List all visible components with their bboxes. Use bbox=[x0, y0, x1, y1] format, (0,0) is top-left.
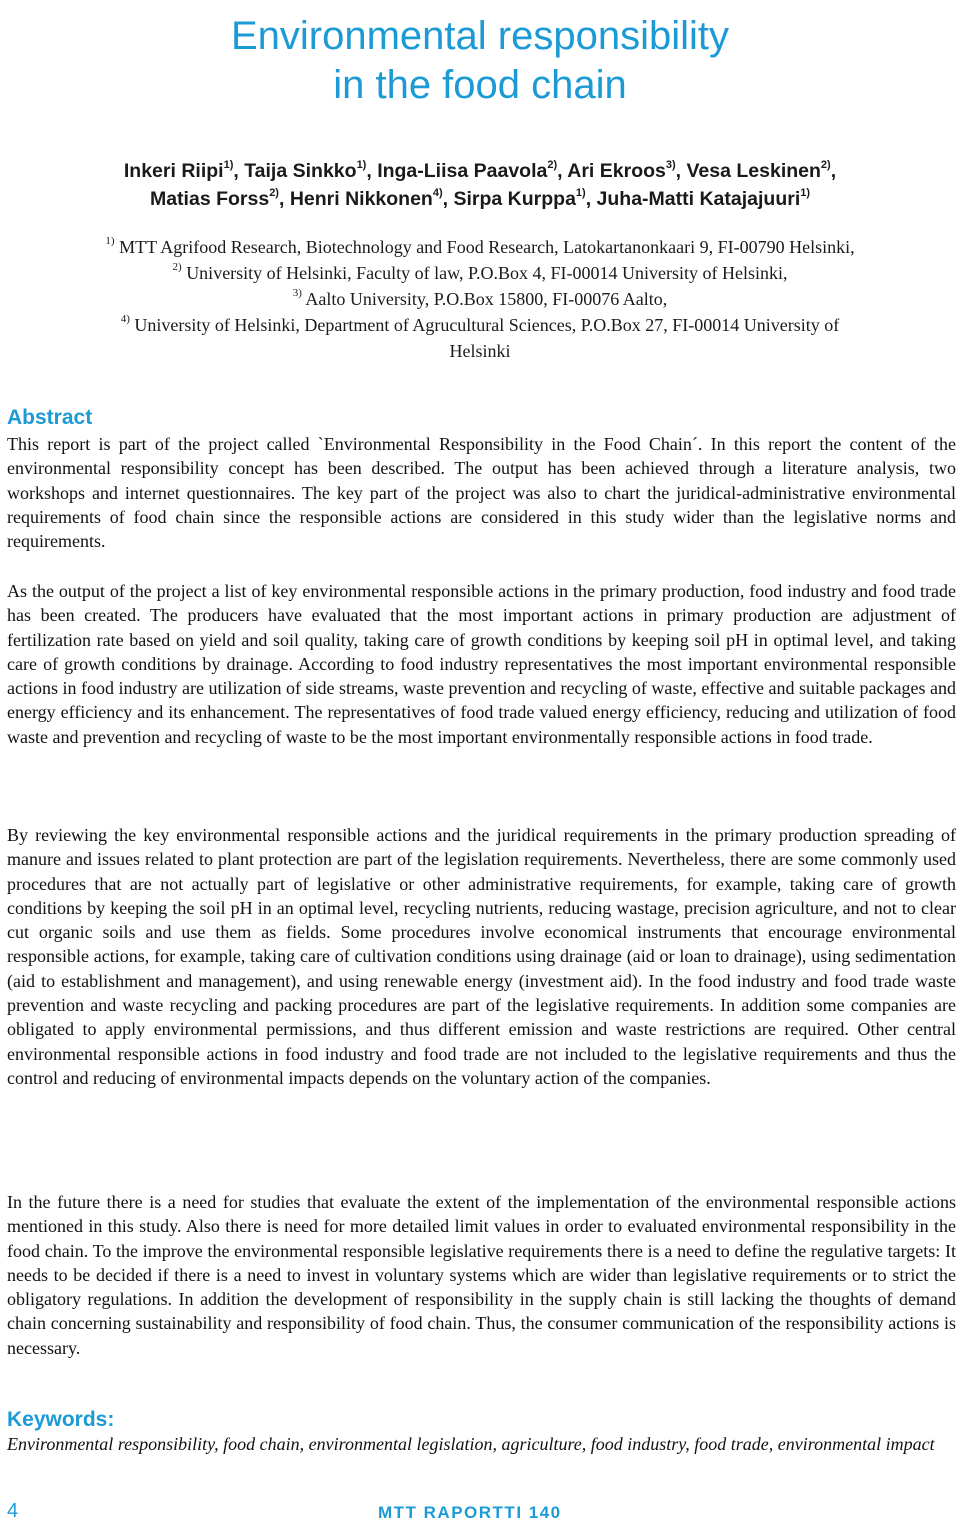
affiliation-text: Helsinki bbox=[449, 341, 511, 361]
affiliation-text: University of Helsinki, Department of Agrucultural Sciences, P.O.Box 27, FI-00014 University of bbox=[134, 315, 840, 335]
abstract-heading: Abstract bbox=[7, 406, 93, 429]
affiliation-mark: 1) bbox=[800, 186, 811, 199]
author-name: Inkeri Riipi bbox=[123, 160, 224, 182]
author-name: Matias Forss bbox=[149, 188, 270, 210]
abstract-paragraph-2: As the output of the project a list of key environmental responsible actions in the primary production, food industry and food trade has been created. The producers have evaluated that the most important actions in primary production are adjustment of fertilization rate based on yield and soil quality, taking care of growth conditions by keeping soil pH in optimal level, and taking care of growth conditions by drainage. According to food industry representatives the most important environmental responsible actions in food industry are utilization of side streams, waste prevention and recycling of waste, effective and suitable packages and energy efficiency and its enhancement. The representatives of food trade valued energy efficiency, reducing and utilization of food waste and prevention and recycling of waste to be the most important environmentally responsible actions in food trade. bbox=[7, 581, 956, 747]
author-separator: , bbox=[366, 160, 378, 182]
affiliation-mark: 2) bbox=[820, 158, 831, 171]
author-separator: , bbox=[585, 188, 597, 210]
author-name: Taija Sinkko bbox=[244, 160, 357, 182]
affiliation-mark: 2) bbox=[547, 158, 558, 171]
page-number: 4 bbox=[7, 1500, 19, 1522]
abstract-paragraph-3: By reviewing the key environmental responsible actions and the juridical requirements in the primary production spreading of manure and issues related to plant protection are part of the legislation requirements. Nevertheless, there are some commonly used procedures that are not actually part of legislative or other administrative requirements, for example, taking care of growth conditions by keeping the soil pH in an optimal level, recycling nutrients, reducing wastage, precision agriculture, and not to clear cut organic soils and use them as fields. Some procedures involve economical instruments that encourage environmental responsible actions, for example, taking care of cultivation conditions using drainage (aid or loan to drainage), using sedimentation (aid to establishment and management), and using renewable energy (investment aid). In the food industry and food trade waste prevention and waste recycling and packing procedures are part of the legislative requirements. In addition some companies are obligated to apply environmental permissions, and thus different emission and waste restrictions are required. Other central environmental responsible actions in food industry and food trade are not included to the legislative requirements and thus the control and reducing of environmental impacts depends on the voluntary action of the companies. bbox=[7, 825, 956, 1088]
affiliation-line bbox=[10, 312, 950, 338]
affiliation-line bbox=[10, 286, 950, 312]
series-name: MTT RAPORTTI 140 bbox=[378, 1503, 562, 1522]
author-separator: , bbox=[442, 188, 454, 210]
abstract-paragraph-4: In the future there is a need for studies that evaluate the extent of the implementation of the environmental responsible actions mentioned in this study. Also there is need for more detailed limit values in order to evaluated environmental responsibility in the food chain. To the improve the environmental responsible legislative requirements there is a need to define the regulative targets: It needs to be decided if there is a need to invest in voluntary systems which are wider than legislative requirements or to strict the obligatory regulations. In addition the development of responsibility in the supply chain is still lacking the thoughts of demand chain concerning sustainability and responsibility of food chain. Thus, the consumer communication of the responsibility actions is necessary. bbox=[7, 1192, 956, 1358]
author-separator: , bbox=[278, 188, 290, 210]
affiliation-mark: 3) bbox=[665, 158, 676, 171]
affiliation-mark: 1) bbox=[356, 158, 367, 171]
affiliation-line bbox=[10, 260, 950, 286]
title-line-2: in the food chain bbox=[333, 63, 627, 107]
affiliation-line bbox=[10, 234, 950, 260]
author-separator: , bbox=[830, 160, 837, 182]
affiliation-mark: 1) bbox=[223, 158, 234, 171]
affiliation-text: MTT Agrifood Research, Biotechnology and Food Research, Latokartanonkaari 9, FI-00790 Helsinki, bbox=[119, 237, 855, 257]
keywords-text: Environmental responsibility, food chain, environmental legislation, agriculture, food industry, food trade, environmental impact bbox=[7, 1434, 935, 1454]
title-line-1: Environmental responsibility bbox=[230, 14, 729, 58]
author-separator: , bbox=[233, 160, 245, 182]
author-name: Inga-Liisa Paavola bbox=[377, 160, 548, 182]
affiliation-mark: 4) bbox=[120, 313, 130, 325]
affiliation-text: University of Helsinki, Faculty of law, P.O.Box 4, FI-00014 University of Helsinki, bbox=[186, 263, 788, 283]
author-name: Henri Nikkonen bbox=[289, 188, 433, 210]
affiliation-text: Aalto University, P.O.Box 15800, FI-00076 Aalto, bbox=[305, 289, 668, 309]
affiliation-mark: 2) bbox=[269, 186, 279, 199]
author-name: Ari Ekroos bbox=[567, 160, 666, 182]
document-title bbox=[0, 12, 960, 110]
affiliation-mark: 2) bbox=[172, 261, 182, 273]
affiliation-list bbox=[10, 234, 950, 364]
affiliation-mark: 3) bbox=[292, 287, 302, 299]
affiliation-mark: 1) bbox=[105, 235, 115, 247]
author-separator: , bbox=[557, 160, 568, 182]
author-name: Juha-Matti Katajajuuri bbox=[596, 188, 801, 210]
affiliation-mark: 4) bbox=[432, 186, 443, 199]
author-name: Vesa Leskinen bbox=[686, 160, 821, 182]
author-name: Sirpa Kurppa bbox=[453, 188, 576, 210]
affiliation-mark: 1) bbox=[575, 186, 586, 199]
author-separator: , bbox=[675, 160, 687, 182]
author-line-2 bbox=[40, 185, 920, 213]
affiliation-line bbox=[10, 338, 950, 364]
author-line-1 bbox=[40, 157, 920, 185]
keywords-heading: Keywords: bbox=[7, 1408, 115, 1431]
abstract-paragraph-1: This report is part of the project called `Environmental Responsibility in the Food Chain´. In this report the content of the environmental responsibility concept has been described. The output has been achieved through a literature analysis, two workshops and internet questionnaires. The key part of the project was also to chart the juridical-administrative environmental requirements of food chain since the responsible actions are considered in this study wider than the legislative norms and requirements. bbox=[7, 434, 956, 552]
author-list bbox=[40, 157, 920, 213]
